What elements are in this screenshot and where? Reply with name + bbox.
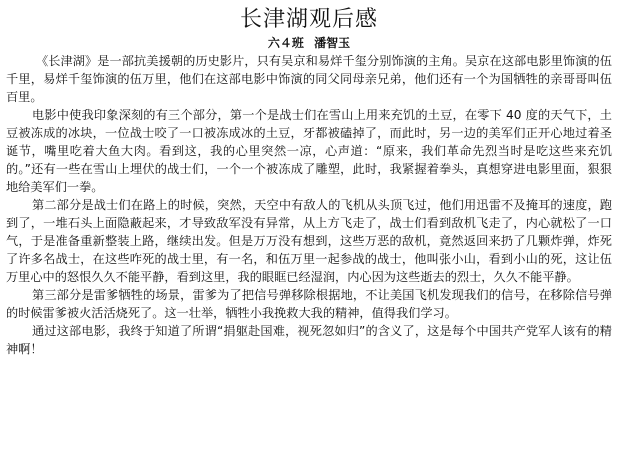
paragraph-intro: 《长津湖》是一部抗美援朝的历史影片，只有吴京和易烊千玺分别饰演的主角。吴京在这部电影里饰演的伍千里，易烊千玺饰演的伍万里，他们在这部电影中饰演的同父同母亲兄弟，他们还有一个为国牺牲的亲哥哥叫伍百里。 xyxy=(6,54,612,104)
author-byline xyxy=(6,35,612,51)
paragraph-part-two: 第二部分是战士们在路上的时候，突然，天空中有敌人的飞机从头顶飞过，他们用迅雷不及掩耳的速度，跑到了，一堆石头上面隐蔽起来，才导致敌军没有异常，从上方飞走了，战士们看到敌机飞走了，内心就松了一口气，于是准备重新整装上路，继续出发。但是万万没有想到，这些万恶的敌机，竟然返回来扔了几颗炸弹，炸死了许多名战士，在这些咋死的战士里，有一名，和伍万里一起参战的战士，他叫张小山，看到小山的死，这让伍万里心中的怒恨久久不能平静，看到这里，我的眼眶已经湿润，内心因为这些逝去的烈士，久久不能平静。 xyxy=(6,198,612,284)
paragraph-part-one: 电影中使我印象深刻的有三个部分，第一个是战士们在雪山上用来充饥的土豆，在零下 40 度的天气下，土豆被冻成的冰块，一位战士咬了一口被冻成冰的土豆，牙都被磕掉了，而此时，另一边的美军们正开心地过着圣诞节，嘴里吃着大鱼大肉。看到这，我的心里突然一凉，心声道：“原来，我们革命先烈当时是吃这些来充饥的。”还有一些在雪山上埋伏的战士们，一个一个被冻成了雕塑，此时，我紧握着拳头，真想穿进电影里面，狠狠地给美军们一拳。 xyxy=(6,108,612,194)
author-class: 六４班 xyxy=(267,36,304,50)
paragraph-conclusion: 通过这部电影，我终于知道了所谓“捐躯赴国难，视死忽如归”的含义了，这是每个中国共产党军人该有的精神啊！ xyxy=(6,324,612,356)
paragraph-part-three: 第三部分是雷爹牺牲的场景，雷爹为了把信号弹移除根据地，不让美国飞机发现我们的信号，在移除信号弹的时候雷爹被火活活烧死了。这一壮举，牺牲小我挽救大我的精神，值得我们学习。 xyxy=(6,288,612,320)
document-title: 长津湖观后感 xyxy=(239,7,378,32)
author-name: 潘智玉 xyxy=(314,36,351,50)
document-page xyxy=(6,5,612,445)
